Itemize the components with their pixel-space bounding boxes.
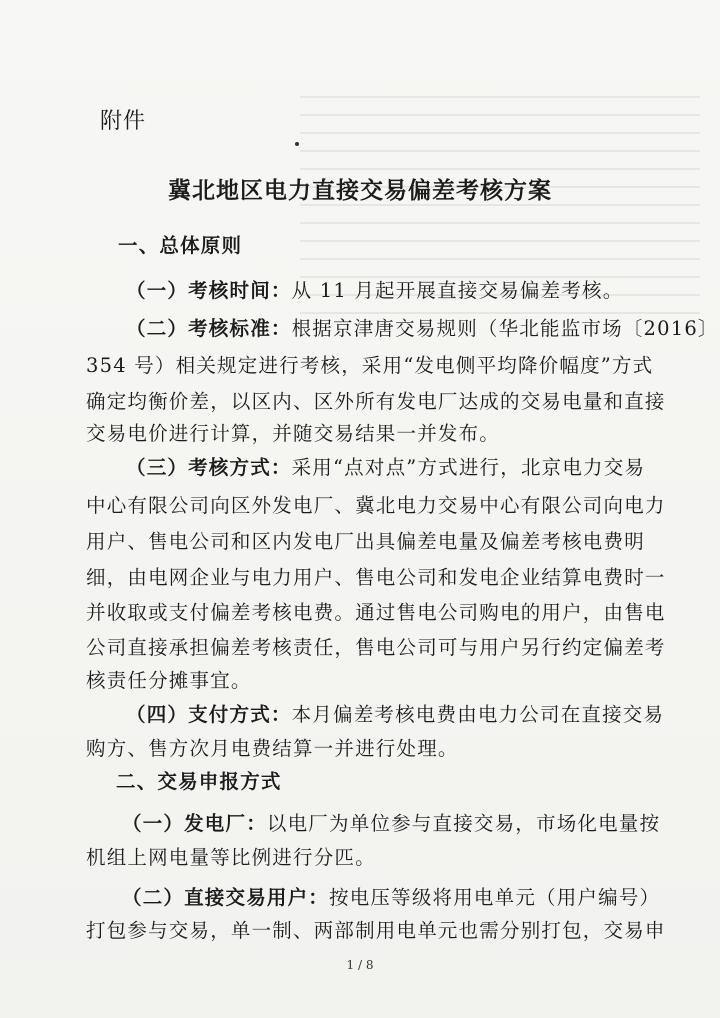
paragraph-label: （三）考核方式：: [126, 456, 292, 479]
paragraph-1-1: [126, 275, 686, 303]
paragraph-2-2: [122, 882, 682, 910]
paragraph-text: 根据京津唐交易规则（华北能监市场〔2016〕: [291, 317, 719, 340]
paragraph-label: （一）考核时间：: [126, 279, 292, 302]
page-number: 1 / 8: [346, 958, 374, 972]
paragraph-1-3: [126, 452, 686, 480]
paragraph-line: 并收取或支付偏差考核电费。通过售电公司购电的用户，由售电: [86, 601, 666, 624]
section-2-heading: 二、交易申报方式: [116, 770, 282, 793]
paragraph-text: 本月偏差考核电费由电力公司在直接交易: [291, 703, 665, 726]
attachment-label: 附件: [100, 109, 147, 134]
paragraph-line: 细，由电网企业与电力用户、售电公司和发电企业结算电费时一: [86, 566, 666, 589]
paragraph-label: （四）支付方式：: [126, 703, 292, 726]
paragraph-line: 公司直接承担偏差考核责任，售电公司可与用户另行约定偏差考: [86, 636, 666, 659]
paragraph-line: 核责任分摊事宜。: [86, 669, 252, 692]
section-1-heading: 一、总体原则: [118, 234, 243, 257]
paragraph-line: 机组上网电量等比例进行分匹。: [86, 846, 376, 869]
paragraph-text: 从 11 月起开展直接交易偏差考核。: [291, 279, 624, 302]
paragraph-text: 按电压等级将用电单元（用户编号）: [329, 886, 661, 909]
ink-dot: [295, 142, 299, 146]
paragraph-text: 以电厂为单位参与直接交易，市场化电量按: [266, 812, 661, 835]
paragraph-label: （二）考核标准：: [126, 317, 292, 340]
paragraph-line: 购方、售方次月电费结算一并进行处理。: [86, 737, 459, 760]
paragraph-1-2: [126, 313, 719, 341]
paragraph-line: 354 号）相关规定进行考核，采用“发电侧平均降价幅度”方式: [86, 354, 654, 377]
paragraph-1-4: [126, 699, 686, 727]
paragraph-line: 用户、售电公司和区内发电厂出具偏差电量及偏差考核电费明: [86, 530, 645, 553]
paragraph-label: （二）直接交易用户：: [122, 886, 330, 909]
paragraph-line: 打包参与交易，单一制、两部制用电单元也需分别打包，交易申: [86, 919, 666, 942]
paragraph-line: 确定均衡价差，以区内、区外所有发电厂达成的交易电量和直接: [86, 390, 666, 413]
paragraph-line: 交易电价进行计算，并随交易结果一并发布。: [86, 422, 501, 445]
paragraph-line: 中心有限公司向区外发电厂、冀北电力交易中心有限公司向电力: [86, 494, 666, 517]
paragraph-label: （一）发电厂：: [122, 812, 267, 835]
paragraph-2-1: [122, 808, 682, 836]
document-title: 冀北地区电力直接交易偏差考核方案: [168, 177, 552, 204]
paragraph-text: 采用“点对点”方式进行，北京电力交易: [291, 456, 646, 479]
